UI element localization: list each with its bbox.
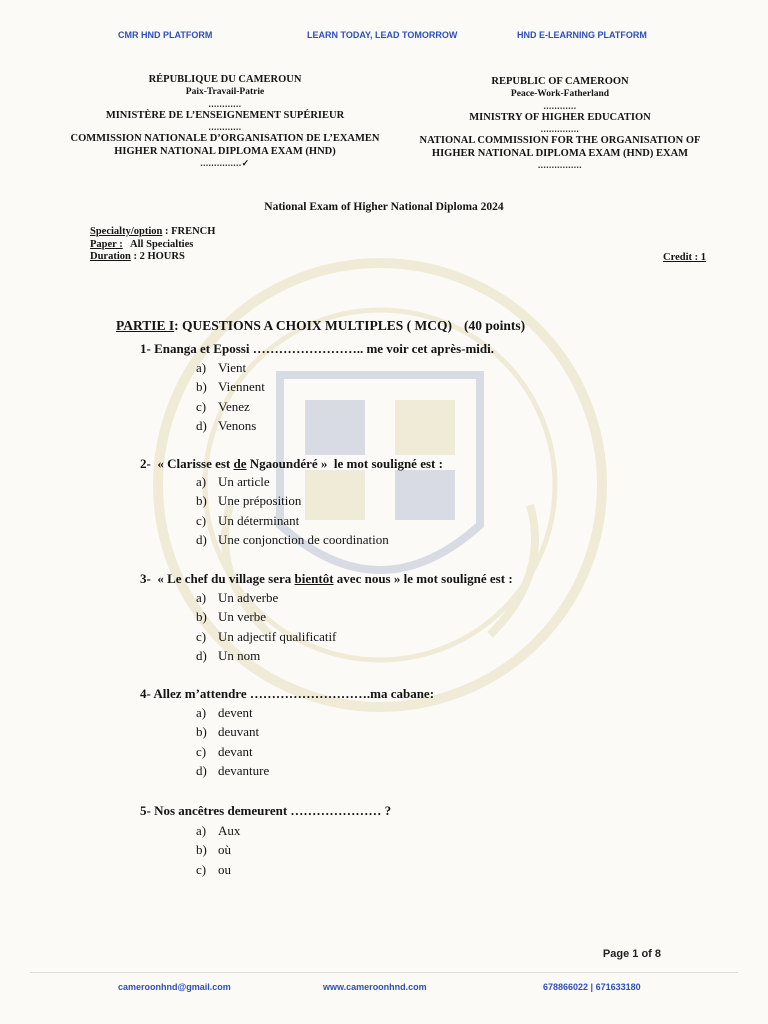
ministry-en: MINISTRY OF HIGHER EDUCATION [469, 112, 651, 123]
option-text: Vient [218, 360, 247, 375]
option-letter: b) [196, 724, 207, 740]
option-text: ou [218, 861, 231, 877]
answer-option [196, 397, 265, 416]
specialty-value: : FRENCH [162, 226, 216, 237]
answer-option [196, 472, 389, 491]
question-2 [140, 456, 443, 472]
answer-option [196, 416, 265, 435]
option-text: Un verbe [218, 609, 267, 625]
option-text: Aux [218, 823, 241, 838]
paper-label: Paper : [90, 238, 123, 250]
specialty-label: Specialty/option [90, 226, 163, 237]
contact-phones: 678866022 | 671633180 [543, 982, 641, 992]
contact-email: cameroonhnd@gmail.com [118, 982, 231, 992]
option-letter: a) [196, 823, 207, 838]
question-1: 1- Enanga et Epossi …………………….. me voir cet après-midi. [140, 341, 494, 356]
separator: .............. [540, 124, 580, 134]
french-header-block [60, 73, 390, 168]
answer-option [196, 377, 265, 396]
option-text: où [218, 842, 231, 858]
option-letter: c) [196, 628, 207, 644]
option-text: Un article [218, 474, 270, 489]
answer-option [196, 511, 389, 530]
option-text: Un adjectif qualificatif [218, 628, 337, 644]
option-letter: d) [196, 648, 207, 664]
separator: ............ [208, 122, 242, 132]
option-letter: b) [196, 379, 207, 395]
commission-en-line1: NATIONAL COMMISSION FOR THE ORGANISATION OF [419, 135, 701, 146]
option-letter: c) [196, 743, 207, 759]
option-text: Un adverbe [218, 590, 279, 605]
exam-meta [90, 226, 215, 264]
answer-option [196, 588, 336, 607]
question-3 [140, 571, 513, 587]
answer-option [196, 607, 336, 626]
part-points: (40 points) [463, 318, 526, 333]
question-text: 3- « Le chef du village sera [140, 571, 295, 586]
option-text: Un nom [218, 648, 261, 664]
option-letter: d) [196, 763, 207, 779]
option-letter: d) [196, 532, 207, 548]
question-4: 4- Allez m’attendre ……………………….ma cabane: [140, 686, 435, 701]
footer-divider [30, 972, 738, 973]
duration-value: : 2 HOURS [130, 251, 185, 262]
answer-option [196, 703, 269, 722]
option-letter: a) [196, 360, 207, 375]
answer-option [196, 358, 265, 377]
question-text: avec nous » le mot souligné est : [333, 571, 513, 586]
option-letter: b) [196, 493, 207, 509]
commission-fr-line1: COMMISSION NATIONALE D’ORGANISATION DE L’EXAMEN [70, 133, 380, 144]
platform-elearning: HND E-LEARNING PLATFORM [517, 30, 647, 40]
motto-fr: Paix-Travail-Patrie [185, 87, 265, 97]
country-en: REPUBLIC OF CAMEROON [491, 76, 629, 87]
answer-option [196, 821, 240, 840]
part-title: : QUESTIONS A CHOIX MULTIPLES ( MCQ) [174, 318, 452, 333]
separator: ................ [538, 160, 582, 170]
option-letter: a) [196, 474, 207, 489]
answer-option [196, 722, 269, 741]
option-text: devent [218, 705, 253, 720]
question-5: 5- Nos ancêtres demeurent ………………… ? [140, 803, 392, 818]
answer-option [196, 530, 389, 549]
option-text: devanture [218, 763, 270, 779]
english-header-block [404, 75, 716, 170]
option-text: deuvant [218, 724, 260, 740]
separator: ............ [543, 101, 577, 111]
paper-value: All Specialties [122, 238, 194, 250]
option-letter: a) [196, 705, 207, 720]
option-letter: c) [196, 861, 207, 877]
option-text: Viennent [218, 379, 265, 395]
part-heading [116, 318, 525, 334]
underlined-word: bientôt [294, 571, 334, 586]
option-text: devant [218, 743, 253, 759]
part-label: PARTIE I [116, 318, 175, 333]
option-text: Un déterminant [218, 512, 300, 528]
platform-name: CMR HND PLATFORM [118, 30, 213, 40]
ministry-fr: MINISTÈRE DE L’ENSEIGNEMENT SUPÉRIEUR [105, 110, 345, 121]
country-fr: RÉPUBLIQUE DU CAMEROUN [148, 74, 302, 85]
answer-option [196, 761, 269, 780]
option-letter: b) [196, 842, 207, 858]
separator: ............ [208, 99, 242, 109]
option-text: Une conjonction de coordination [218, 532, 389, 548]
underlined-word: de [233, 456, 247, 471]
platform-slogan: LEARN TODAY, LEAD TOMORROW [307, 30, 458, 40]
option-text: Une préposition [218, 493, 302, 509]
question-5-options [196, 821, 240, 879]
answer-option [196, 840, 240, 859]
question-text: 2- « Clarisse est [140, 456, 234, 471]
option-letter: a) [196, 590, 207, 605]
question-1-options [196, 358, 265, 436]
answer-option [196, 491, 389, 510]
page-number: Page 1 of 8 [602, 948, 661, 960]
motto-en: Peace-Work-Fatherland [510, 89, 610, 99]
duration-label: Duration [90, 251, 131, 262]
answer-option [196, 742, 269, 761]
option-letter: c) [196, 398, 207, 414]
answer-option [196, 627, 336, 646]
commission-fr-line2: HIGHER NATIONAL DIPLOMA EXAM (HND) [114, 146, 336, 157]
option-text: Venez [218, 398, 250, 414]
question-text: Ngaoundéré » le mot souligné est : [246, 456, 443, 471]
contact-website: www.cameroonhnd.com [323, 982, 427, 992]
credit-value: Credit : 1 [663, 252, 706, 263]
answer-option [196, 860, 240, 879]
separator: ...............✓ [200, 158, 250, 168]
option-letter: c) [196, 512, 207, 528]
answer-option [196, 646, 336, 665]
question-2-options [196, 472, 389, 550]
question-4-options [196, 703, 269, 781]
option-letter: d) [196, 418, 207, 434]
question-3-options [196, 588, 336, 666]
commission-en-line2: HIGHER NATIONAL DIPLOMA EXAM (HND) EXAM [431, 148, 689, 159]
option-text: Venons [218, 418, 257, 434]
exam-title: National Exam of Higher National Diploma 2024 [264, 201, 504, 213]
option-letter: b) [196, 609, 207, 625]
